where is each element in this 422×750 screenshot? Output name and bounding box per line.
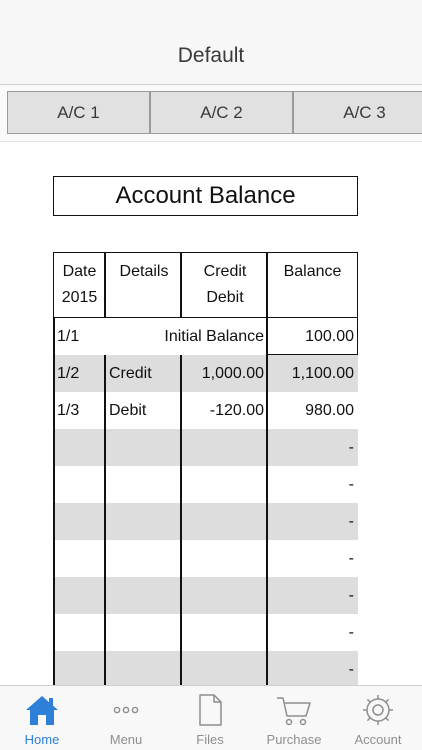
ledger-title: Account Balance (53, 176, 358, 216)
row-details: Credit (109, 365, 152, 382)
cart-icon (274, 692, 314, 728)
row-balance: 980.00 (305, 402, 354, 419)
column-divider (180, 355, 182, 685)
row-date: 1/1 (57, 328, 80, 345)
row-amount: 1,000.00 (201, 365, 264, 382)
initial-balance-cell-border (266, 318, 358, 355)
tab-purchase[interactable] (252, 686, 336, 750)
ledger-table (53, 252, 358, 685)
row-date: 1/2 (57, 365, 80, 382)
header-date (54, 253, 105, 317)
column-divider (104, 355, 106, 685)
account-button-3[interactable]: A/C 3 (293, 91, 422, 134)
tab-menu[interactable] (84, 686, 168, 750)
gear-icon (358, 692, 398, 728)
table-row[interactable] (53, 614, 358, 651)
header-balance-label: Balance (283, 263, 342, 280)
document-icon (190, 692, 230, 728)
row-balance: - (348, 439, 354, 456)
ledger-header (53, 252, 358, 318)
account-button-2[interactable]: A/C 2 (150, 91, 293, 134)
table-row[interactable] (53, 429, 358, 466)
table-row[interactable] (53, 540, 358, 577)
header-year-label: 2015 (61, 289, 98, 306)
tab-home[interactable] (0, 686, 84, 750)
tab-label: Files (196, 732, 224, 747)
row-amount: -120.00 (209, 402, 264, 419)
account-selector (0, 85, 422, 142)
tab-files[interactable] (168, 686, 252, 750)
more-dots-icon (106, 692, 146, 728)
column-divider (104, 252, 106, 318)
row-balance: - (348, 587, 354, 604)
header-details (106, 253, 182, 317)
row-balance: - (348, 661, 354, 678)
tab-label: Menu (109, 732, 143, 747)
header-date-label: Date (62, 263, 97, 280)
account-button-1[interactable]: A/C 1 (7, 91, 150, 134)
tab-bar (0, 685, 422, 750)
column-divider (180, 252, 182, 318)
navigation-bar (0, 0, 422, 85)
house-icon (22, 692, 62, 728)
table-border-left (53, 318, 55, 685)
table-row[interactable] (53, 466, 358, 503)
header-balance (268, 253, 357, 317)
row-balance: - (348, 624, 354, 641)
row-balance: - (348, 550, 354, 567)
header-amount (182, 253, 268, 317)
header-credit-label: Credit (203, 263, 247, 280)
row-balance: 100.00 (305, 328, 354, 345)
table-row[interactable] (53, 651, 358, 685)
table-row[interactable] (53, 577, 358, 614)
tab-label: Account (354, 732, 402, 747)
row-date: 1/3 (57, 402, 80, 419)
row-details: Debit (109, 402, 147, 419)
tab-label: Purchase (266, 732, 322, 747)
row-balance: 1,100.00 (291, 365, 354, 382)
row-balance: - (348, 476, 354, 493)
header-debit-label: Debit (206, 289, 244, 306)
row-details: Initial Balance (164, 328, 264, 345)
column-divider (266, 252, 268, 685)
tab-label: Home (24, 732, 60, 747)
row-balance: - (348, 513, 354, 530)
table-row[interactable] (53, 392, 358, 429)
tab-account[interactable] (336, 686, 420, 750)
page-title: Default (177, 44, 245, 67)
header-details-label: Details (119, 263, 169, 280)
table-row[interactable] (53, 503, 358, 540)
table-row[interactable] (53, 355, 358, 392)
